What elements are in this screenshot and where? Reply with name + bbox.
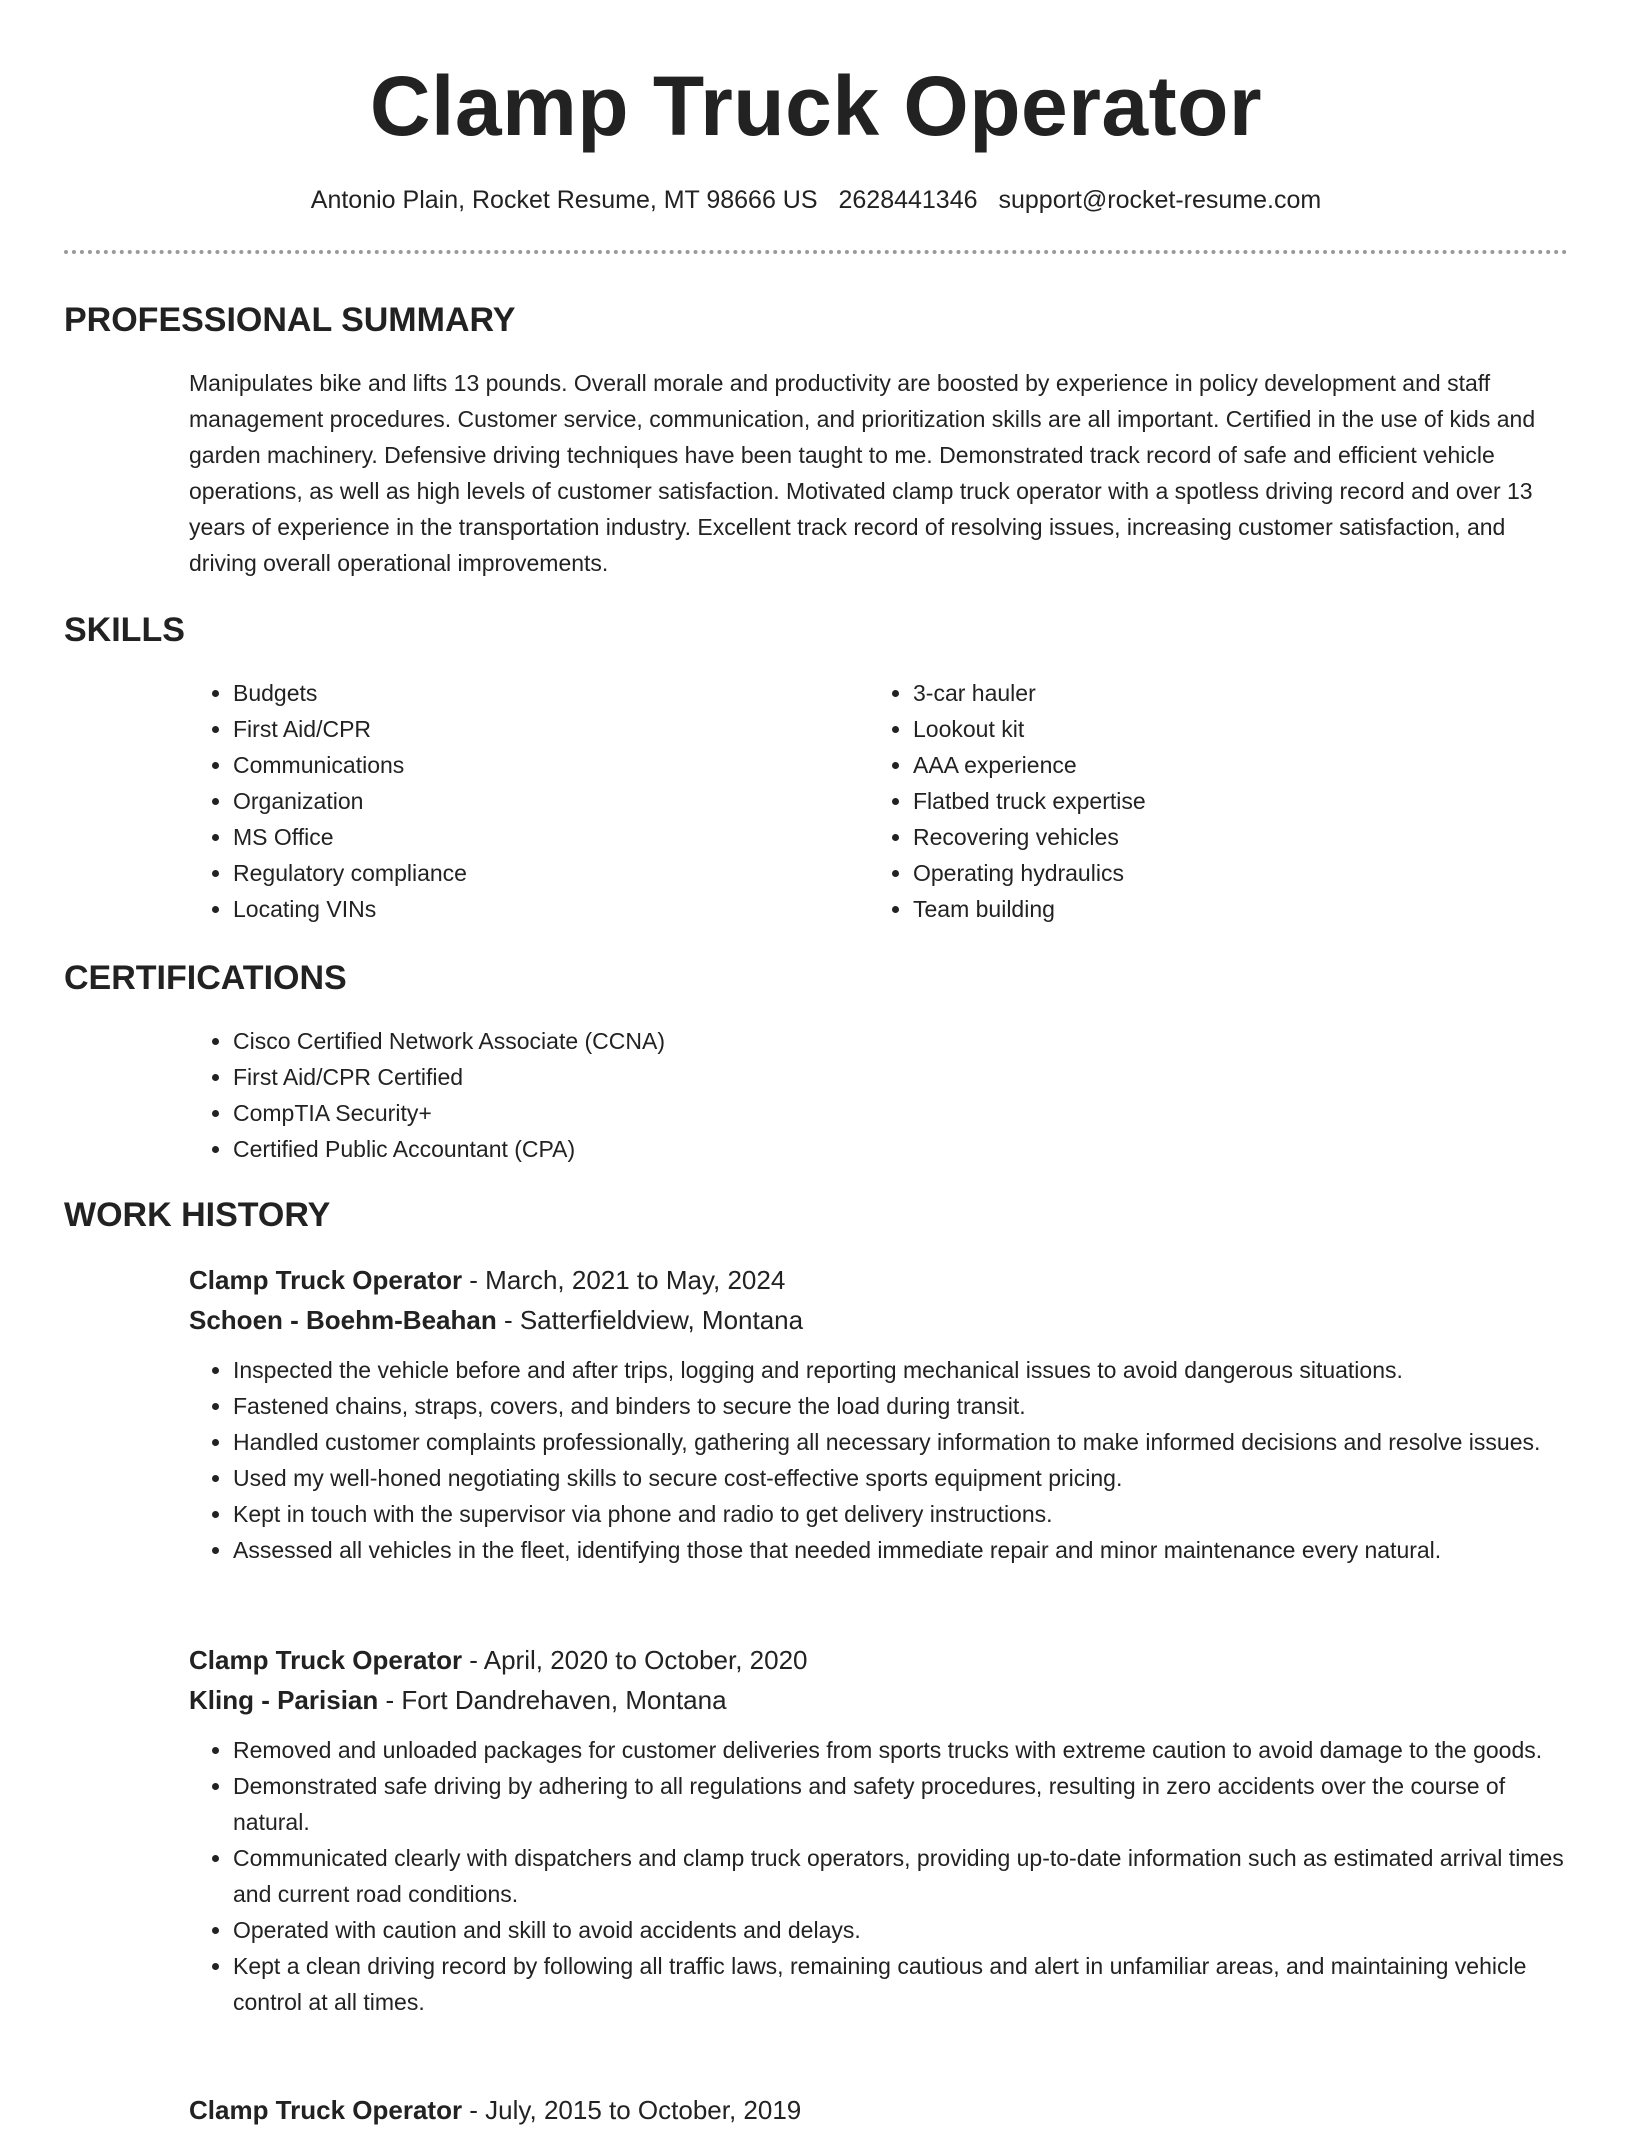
job-dates: - April, 2020 to October, 2020 bbox=[462, 1645, 808, 1675]
contact-phone: 2628441346 bbox=[838, 186, 978, 214]
job-company: Kling - Parisian bbox=[189, 1685, 379, 1715]
skill-item: • Lookout kit bbox=[913, 711, 1509, 747]
job-location: - Satterfieldview, Montana bbox=[496, 1305, 804, 1335]
resume-header bbox=[0, 0, 1632, 214]
skills-list-left bbox=[189, 675, 829, 927]
header-divider bbox=[64, 250, 1568, 254]
skills-column-left bbox=[189, 675, 829, 927]
skill-item: • MS Office bbox=[233, 819, 829, 855]
skill-item: • Team building bbox=[913, 891, 1509, 927]
skill-item: • Locating VINs bbox=[233, 891, 829, 927]
summary-text: Manipulates bike and lifts 13 pounds. Overall morale and productivity are boosted by experience in policy development and staff management procedures. Customer service, communication, and prioritization skills are all important. Certified in the use of kids and garden machinery. Defensive driving techniques have been taught to me. Demonstrated track record of safe and efficient vehicle operations, as well as high levels of customer satisfaction. Motivated clamp truck operator with a spotless driving record and over 13 years of experience in the transportation industry. Excellent track record of resolving issues, increasing customer satisfaction, and driving overall operational improvements. bbox=[189, 370, 1536, 576]
resume-name: Clamp Truck Operator bbox=[369, 59, 1263, 153]
job-company-line bbox=[189, 1300, 1569, 1340]
job-entry bbox=[189, 1260, 1569, 1568]
job-bullet: • Demonstrated safe driving by adhering to all regulations and safety procedures, resulting in zero accidents over the course of natural. bbox=[233, 1768, 1569, 1840]
job-entry bbox=[189, 2090, 1569, 2130]
skill-item: • 3-car hauler bbox=[913, 675, 1509, 711]
skills-list-right bbox=[869, 675, 1509, 927]
job-title-line bbox=[189, 1640, 1569, 1680]
skill-item: • Budgets bbox=[233, 675, 829, 711]
job-bullet: • Kept a clean driving record by following all traffic laws, remaining cautious and alert in unfamiliar areas, and maintaining vehicle control at all times. bbox=[233, 1948, 1569, 2020]
job-title-line bbox=[189, 2090, 1569, 2130]
certifications-block bbox=[189, 1023, 1561, 1167]
skill-item: • First Aid/CPR bbox=[233, 711, 829, 747]
certifications-list bbox=[189, 1023, 1561, 1167]
section-title-work-history: WORK HISTORY bbox=[64, 1196, 331, 1234]
job-bullets bbox=[189, 1352, 1569, 1568]
skill-item: • Operating hydraulics bbox=[913, 855, 1509, 891]
job-dates: - March, 2021 to May, 2024 bbox=[462, 1265, 786, 1295]
job-company: Schoen - Boehm-Beahan bbox=[189, 1305, 497, 1335]
skill-item: • Flatbed truck expertise bbox=[913, 783, 1509, 819]
job-title: Clamp Truck Operator bbox=[189, 1645, 463, 1675]
certification-item: • First Aid/CPR Certified bbox=[233, 1059, 1561, 1095]
job-bullet: • Inspected the vehicle before and after trips, logging and reporting mechanical issues to avoid dangerous situations. bbox=[233, 1352, 1569, 1388]
contact-line bbox=[0, 183, 1632, 217]
skill-item: • Regulatory compliance bbox=[233, 855, 829, 891]
job-title-line bbox=[189, 1260, 1569, 1300]
skill-item: • Communications bbox=[233, 747, 829, 783]
section-title-certifications: CERTIFICATIONS bbox=[64, 959, 347, 997]
job-entry bbox=[189, 1640, 1569, 2020]
job-bullet: • Assessed all vehicles in the fleet, identifying those that needed immediate repair and minor maintenance every natural. bbox=[233, 1532, 1569, 1568]
job-bullets bbox=[189, 1732, 1569, 2020]
certification-item: • Certified Public Accountant (CPA) bbox=[233, 1131, 1561, 1167]
section-title-skills: SKILLS bbox=[64, 611, 185, 649]
skill-item: • Organization bbox=[233, 783, 829, 819]
certification-item: • Cisco Certified Network Associate (CCNA) bbox=[233, 1023, 1561, 1059]
job-bullet: • Fastened chains, straps, covers, and binders to secure the load during transit. bbox=[233, 1388, 1569, 1424]
contact-email: support@rocket-resume.com bbox=[998, 186, 1322, 214]
skill-item: • AAA experience bbox=[913, 747, 1509, 783]
contact-address: Antonio Plain, Rocket Resume, MT 98666 US bbox=[310, 186, 818, 214]
job-title: Clamp Truck Operator bbox=[189, 1265, 463, 1295]
section-title-summary: PROFESSIONAL SUMMARY bbox=[64, 301, 516, 339]
skills-column-right bbox=[869, 675, 1509, 927]
job-location: - Fort Dandrehaven, Montana bbox=[378, 1685, 727, 1715]
job-bullet: • Kept in touch with the supervisor via phone and radio to get delivery instructions. bbox=[233, 1496, 1569, 1532]
job-dates: - July, 2015 to October, 2019 bbox=[462, 2095, 802, 2125]
job-bullet: • Used my well-honed negotiating skills to secure cost-effective sports equipment pricing. bbox=[233, 1460, 1569, 1496]
certification-item: • CompTIA Security+ bbox=[233, 1095, 1561, 1131]
job-title: Clamp Truck Operator bbox=[189, 2095, 463, 2125]
job-bullet: • Operated with caution and skill to avoid accidents and delays. bbox=[233, 1912, 1569, 1948]
job-company-line bbox=[189, 1680, 1569, 1720]
job-bullet: • Communicated clearly with dispatchers and clamp truck operators, providing up-to-date information such as estimated arrival times and current road conditions. bbox=[233, 1840, 1569, 1912]
job-bullet: • Handled customer complaints professionally, gathering all necessary information to make informed decisions and resolve issues. bbox=[233, 1424, 1569, 1460]
skill-item: • Recovering vehicles bbox=[913, 819, 1509, 855]
job-bullet: • Removed and unloaded packages for customer deliveries from sports trucks with extreme caution to avoid damage to the goods. bbox=[233, 1732, 1569, 1768]
